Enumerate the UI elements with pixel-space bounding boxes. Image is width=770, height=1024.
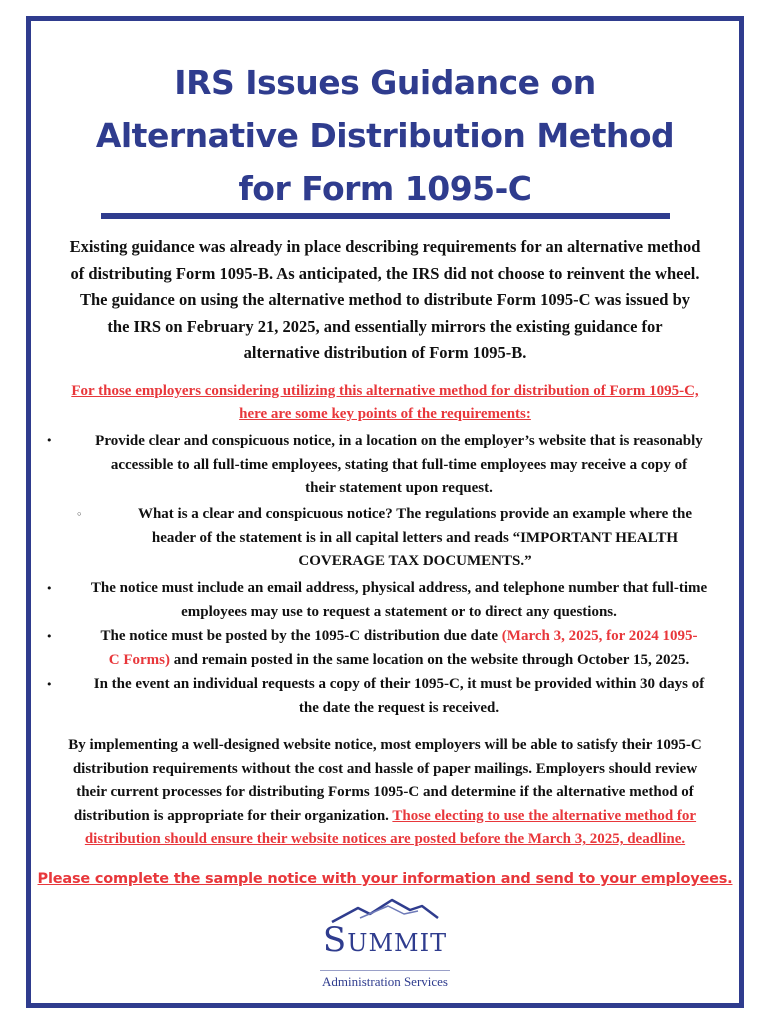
bullet-line: In the event an individual requests a copy of their 1095-C, it must be provided within 30 days of — [93, 676, 705, 692]
closing-line: distribution is appropriate for their organization. — [73, 807, 393, 824]
sub-bullet-marker: ◦ — [76, 508, 83, 521]
bullet-line: The notice must be posted by the 1095-C distribution due date — [100, 628, 502, 644]
bullet-marker: • — [46, 582, 53, 595]
intro-line: Existing guidance was already in place describing requirements for an alternative method — [69, 237, 701, 256]
bullet-item-notice — [62, 430, 736, 501]
bullet-line: their statement upon request. — [305, 480, 493, 496]
closing-line: distribution requirements without the cost and hassle of paper mailings. Employers should review — [72, 760, 698, 777]
bullet-marker: • — [46, 678, 53, 691]
sub-bullet-line: COVERAGE TAX DOCUMENTS.” — [298, 553, 532, 569]
call-to-action: Please complete the sample notice with your information and send to your employees. — [37, 871, 733, 887]
title-line: Alternative Distribution Method — [95, 116, 675, 155]
bullet-line: accessible to all full-time employees, stating that full-time employees may receive a copy of — [110, 456, 688, 473]
logo-subtitle: Administration Services — [321, 974, 448, 989]
page-title — [30, 56, 740, 215]
sub-bullet-line: What is a clear and conspicuous notice? The regulations provide an example where the — [137, 506, 693, 522]
sub-bullet-item-definition — [100, 503, 730, 574]
bullet-item-30-days — [62, 673, 736, 720]
deadline-warning: distribution should ensure their website notices are posted before the March 3, 2025, deadline. — [84, 831, 686, 847]
intro-line: the IRS on February 21, 2025, and essentially mirrors the existing guidance for — [107, 316, 663, 336]
closing-line: By implementing a well-designed website notice, most employers will be able to satisfy their 1095-C — [68, 737, 702, 753]
intro-paragraph — [36, 234, 734, 367]
sub-bullet-line: header of the statement is in all capital letters and reads “IMPORTANT HEALTH — [151, 529, 679, 546]
title-line: for Form 1095-C — [238, 169, 532, 208]
bullet-line: and remain posted in the same location on the website through October 15, 2025. — [170, 651, 690, 668]
key-points-line: here are some key points of the requirements: — [239, 406, 531, 422]
logo-divider — [320, 970, 450, 971]
intro-line: The guidance on using the alternative method to distribute Form 1095-C was issued by — [79, 290, 691, 309]
due-date-highlight: C Forms) — [108, 651, 171, 668]
title-divider — [101, 213, 670, 219]
bullet-line: Provide clear and conspicuous notice, in a location on the employer’s website that is reasonably — [95, 433, 703, 449]
intro-line: of distributing Form 1095-B. As anticipated, the IRS did not choose to reinvent the wheel. — [70, 263, 700, 283]
closing-line: their current processes for distributing Forms 1095-C and determine if the alternative method of — [76, 784, 694, 800]
bullet-marker: • — [46, 434, 53, 447]
due-date-highlight: (March 3, 2025, for 2024 1095- — [501, 628, 698, 644]
key-points-line: For those employers considering utilizing this alternative method for distribution of Form 1095-C, — [71, 383, 699, 399]
intro-line: alternative distribution of Form 1095-B. — [243, 343, 527, 362]
bullet-marker: • — [46, 630, 53, 643]
bullet-line: employees may use to request a statement or to direct any questions. — [181, 603, 617, 620]
bullet-line: The notice must include an email address, physical address, and telephone number that full-time — [90, 580, 708, 596]
key-points-intro — [36, 380, 734, 426]
bullet-item-due-date — [62, 625, 736, 672]
title-line: IRS Issues Guidance on — [174, 63, 596, 102]
bullet-item-contact-info — [60, 577, 738, 624]
closing-paragraph — [36, 734, 734, 852]
logo-name: Summit — [322, 920, 448, 960]
bullet-line: the date the request is received. — [298, 699, 500, 716]
summit-logo — [290, 896, 480, 996]
deadline-warning: Those electing to use the alternative method for — [392, 807, 697, 824]
